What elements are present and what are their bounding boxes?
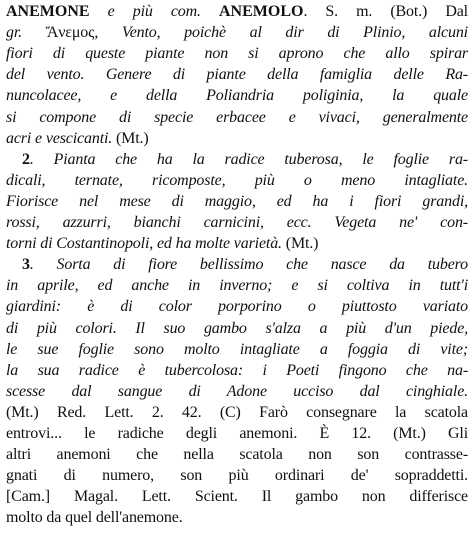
entry-line-6: si compone di specie erbacee e vivaci, generalmente <box>6 108 468 126</box>
entry-line-10: Fiorisce nel mese di maggio, ed ha i fiori grandi, <box>6 192 468 210</box>
greek-etymon: Ἄνεμος <box>45 24 95 42</box>
entry-line-20 <box>6 402 468 423</box>
source-abbrev: (Mt.) <box>116 129 149 147</box>
entry-line-25: molto da quel dell'anemone. <box>6 509 183 527</box>
entry-line-12: torni di Costantinopoli, ed ha molte varietà. (Mt.) <box>6 235 319 253</box>
entry-line-22: altri anemoni che nella scatola non son contrasse- <box>6 446 468 464</box>
entry-line-17: le sue foglie sono molto intagliate a foggia di vite; <box>6 340 468 358</box>
entry-line-8: 2. Pianta che ha la radice tuberosa, le foglie ra- <box>22 150 468 168</box>
entry-line-14: in aprile, ed anche in inverno; e si coltiva in tutt'i <box>6 277 468 295</box>
entry-line-2: gr. Ἄνεμος, Vento, poichè al dir di Plinio, alcuni <box>6 24 468 42</box>
entry-line-18: la sua radice è tubercolosa: i Poeti fingono che na- <box>6 361 468 379</box>
headword: ANEMONE <box>6 3 90 20</box>
entry-line-21: entrovi... le radiche degli anemoni. È 12. (Mt.) Gli <box>6 425 468 442</box>
domain-label: (Bot.) Dal <box>390 3 468 20</box>
sense-number: 2 <box>22 150 30 168</box>
entry-line-4: del vento. Genere di piante della famiglia delle Ra- <box>6 66 468 84</box>
sense-number: 3 <box>22 256 30 274</box>
citation-text: Red. Lett. 2. 42. (C) Farò consegnare la scatola <box>56 403 468 421</box>
source-abbrev: (Mt.) <box>370 425 449 442</box>
entry-line-23: gnati di numero, son più ordinari de' sopraddetti. <box>6 467 468 485</box>
citation-source: Magal. Lett. Scient. <box>73 488 238 506</box>
grammar-label: . S. m. <box>303 3 391 20</box>
entry-line-5: nuncolacee, e della Poliandria poliginia, la quale <box>6 87 468 105</box>
entry-line-7: acri e vescicanti. (Mt.) <box>6 129 149 147</box>
headword-variant: ANEMOLO <box>218 3 304 20</box>
entry-line-24: [Cam.] Magal. Lett. Scient. Il gambo non differisce <box>6 488 468 506</box>
entry-line-19: scesse dal sangue di Adone ucciso dal cinghiale. <box>6 382 468 400</box>
entry-line-9: dicali, ternate, ricomposte, più o meno intagliate. <box>6 171 468 189</box>
entry-line-1: ANEMONE e più com. ANEMOLO. S. m. (Bot.) Dal <box>6 3 468 20</box>
entry-line-13: 3. Sorta di fiore bellissimo che nasce da tubero <box>22 256 468 274</box>
entry-line-3: fiori di queste piante non si aprono che allo spirar <box>6 45 468 63</box>
source-abbrev: (Mt.) <box>285 235 319 253</box>
entry-line-15: giardini: è di color porporino o piuttosto variato <box>6 298 468 316</box>
entry-line-16: di più colori. Il suo gambo s'alza a più d'un piede, <box>6 319 468 337</box>
source-abbrev: (Mt.) <box>6 403 57 421</box>
entry-line-11: rossi, azzurri, bianchi carnicini, ecc. Vegeta ne' con- <box>6 214 468 231</box>
